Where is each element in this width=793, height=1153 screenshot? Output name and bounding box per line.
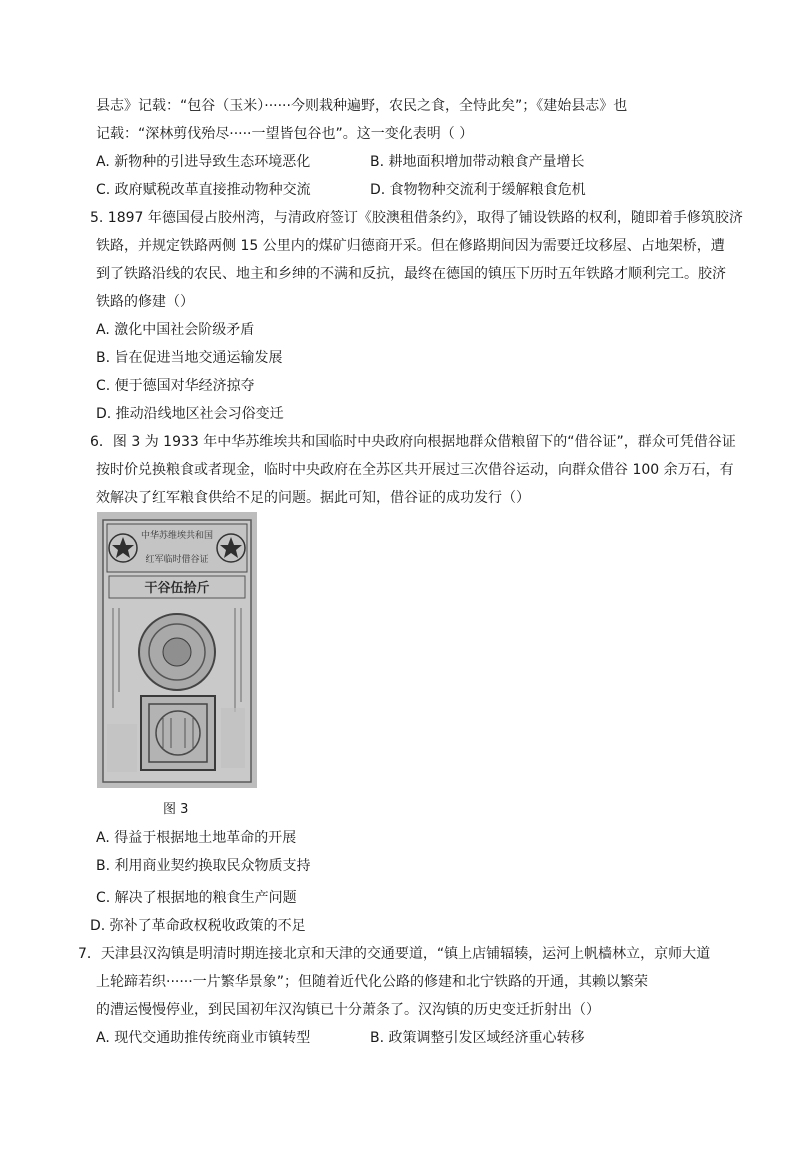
q7-line-1: 7．天津县汉沟镇是明清时期连接北京和天津的交通要道，“镇上店铺辐辏，运河上帆樯林立，京师大道 xyxy=(78,946,711,962)
q6-option-b[interactable]: B. 利用商业契约换取民众物质支持 xyxy=(96,858,311,874)
grain-certificate-drawing xyxy=(97,512,257,788)
q5-line-2: 铁路，并规定铁路两侧 15 公里内的煤矿归德商开采。但在修路期间因为需要迁坟移屋、占地架桥，遭 xyxy=(96,238,725,254)
q6-option-d[interactable]: D. 弥补了革命政权税收政策的不足 xyxy=(90,918,306,934)
q7-line-2: 上轮蹄若织······一片繁华景象”；但随着近代化公路的修建和北宁铁路的开通，其赖以繁荣 xyxy=(96,974,648,990)
q4-option-d[interactable]: D. 食物物种交流利于缓解粮食危机 xyxy=(370,182,586,198)
q5-option-d[interactable]: D. 推动沿线地区社会习俗变迁 xyxy=(96,406,284,422)
q7-option-b[interactable]: B. 政策调整引发区域经济重心转移 xyxy=(370,1030,585,1046)
q6-option-a[interactable]: A. 得益于根据地土地革命的开展 xyxy=(96,830,297,846)
q5-line-4: 铁路的修建（） xyxy=(96,294,194,310)
q5-option-a[interactable]: A. 激化中国社会阶级矛盾 xyxy=(96,322,255,338)
certificate-subheader: 红军临时借谷证 xyxy=(145,555,209,565)
q7-line-3: 的漕运慢慢停业，到民国初年汉沟镇已十分萧条了。汉沟镇的历史变迁折射出（） xyxy=(96,1002,600,1018)
q4-option-c[interactable]: C. 政府赋税改革直接推动物种交流 xyxy=(96,182,311,198)
q5-option-b[interactable]: B. 旨在促进当地交通运输发展 xyxy=(96,350,283,366)
q4-option-a[interactable]: A. 新物种的引进导致生态环境恶化 xyxy=(96,154,311,170)
q6-option-c[interactable]: C. 解决了根据地的粮食生产问题 xyxy=(96,890,297,906)
q7-option-a[interactable]: A. 现代交通助推传统商业市镇转型 xyxy=(96,1030,311,1046)
q5-line-3: 到了铁路沿线的农民、地主和乡绅的不满和反抗，最终在德国的镇压下历时五年铁路才顺利完工。胶济 xyxy=(96,266,726,282)
figure-caption: 图 3 xyxy=(163,802,189,817)
q5-line-1: 5. 1897 年德国侵占胶州湾，与清政府签订《胶澳租借条约》，取得了铺设铁路的权利，随即着手修筑胶济 xyxy=(90,210,743,226)
certificate-main-text: 干谷伍拾斤 xyxy=(144,581,210,596)
q4-line-1: 县志》记载：“包谷（玉米）······今则栽种遍野，农民之食，全恃此矣”；《建始县志》也 xyxy=(96,98,628,114)
q5-option-c[interactable]: C. 便于德国对华经济掠夺 xyxy=(96,378,255,394)
q6-line-3: 效解决了红军粮食供给不足的问题。据此可知，借谷证的成功发行（） xyxy=(96,490,530,506)
q4-option-b[interactable]: B. 耕地面积增加带动粮食产量增长 xyxy=(370,154,585,170)
q4-line-2: 记载：“深林剪伐殆尽·····一望皆包谷也”。这一变化表明（ ） xyxy=(96,126,474,142)
certificate-header: 中华苏维埃共和国 xyxy=(140,531,214,541)
q6-line-1: 6．图 3 为 1933 年中华苏维埃共和国临时中央政府向根据地群众借粮留下的“借谷证”，群众可凭借谷证 xyxy=(90,434,736,450)
q6-line-2: 按时价兑换粮食或者现金，临时中央政府在全苏区共开展过三次借谷运动，向群众借谷 100 余万石，有 xyxy=(96,462,734,478)
grain-certificate-image xyxy=(97,512,257,788)
